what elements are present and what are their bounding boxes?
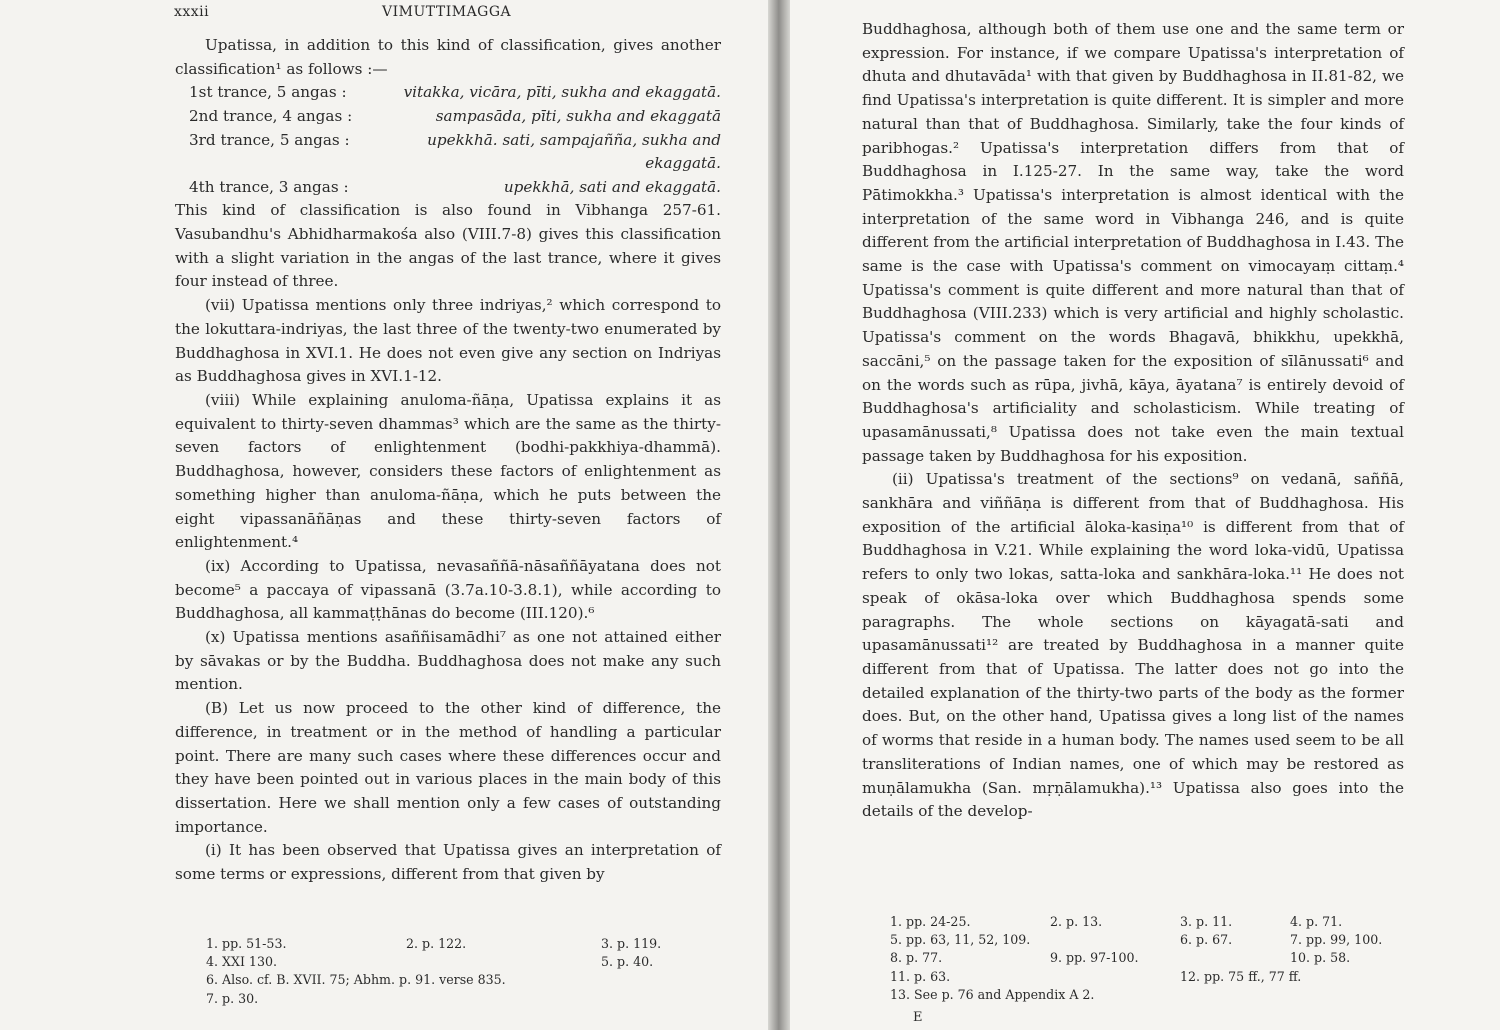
footnote: 9. pp. 97-100. [1050, 950, 1139, 966]
anga-row [189, 105, 721, 129]
page-number: xxxii [174, 4, 210, 20]
footnote: 8. p. 77. [890, 950, 943, 966]
anga-label: 1st trance, 5 angas : [189, 83, 347, 102]
left-column [175, 34, 721, 887]
footnote: 4. XXI 130. [206, 954, 277, 970]
body-paragraph: (ix) According to Upatissa, nevasaññā-nāsaññāyatana does not become⁵ a paccaya of vipassanā (3.7a.10-3.8.1), while according to Buddhaghosa, all kammaṭṭhānas do become (III.120).⁶ [175, 556, 721, 623]
footnote [1180, 949, 1290, 967]
running-title: VIMUTTIMAGGA [382, 4, 512, 20]
footnote: 2. p. 13. [1050, 914, 1103, 929]
footnote: 1. pp. 51-53. [206, 936, 287, 951]
body-paragraph: (vii) Upatissa mentions only three indriyas,² which correspond to the lokuttara-indriyas, the last three of the twenty-two enumerated by Buddhaghosa in XVI.1. He does not even give any section on Indriyas as Buddhaghosa gives in XVI.1-12. [175, 296, 721, 386]
intro-paragraph: Upatissa, in addition to this kind of classification, gives another classification¹ as follows :— [175, 36, 721, 78]
footnote: 12. pp. 75 ff., 77 ff. [1180, 968, 1302, 984]
body-paragraph: (ii) Upatissa's treatment of the sections⁹ on vedanā, saññā, sankhāra and viññāṇa is different from that of Buddhaghosa. His exposition of the artificial āloka-kasiṇa¹⁰ is different from that of Buddhaghosa in V.21. While explaining the word loka-vidū, Upatissa refers to only two lokas, satta-loka and sankhāra-loka.¹¹ He does not speak of okāsa-loka over which Buddhaghosa spends some paragraphs. The whole sections on kāyagatā-sati and upasamānussati¹² are treated by Buddhaghosa in a manner quite different from that of Upatissa. The latter does not go into the detailed explanation of the thirty-two parts of the body as the former does. But, on the other hand, Upatissa gives a long list of the names of worms that reside in a human body. The names used seem to be all transliterations of Indian names, one of which may be restored as muṇālamukha (San. mṛṇālamukha).¹³ Upatissa also goes into the details of the develop- [862, 470, 1404, 821]
footnote-row [890, 949, 1410, 967]
right-footnotes [890, 913, 1410, 1004]
right-column [862, 18, 1404, 824]
body-paragraph: Buddhaghosa, although both of them use one and the same term or expression. For instance, if we compare Upatissa's interpretation of dhuta and dhutavāda¹ with that given by Buddhaghosa in II.81-82, we find Upatissa's interpretation is quite different. It is simpler and more natural than that of Buddhaghosa. Similarly, take the four kinds of paribhogas.² Upatissa's interpretation differs from that of Buddhaghosa in I.125-27. In the same way, take the word Pātimokkha.³ Upatissa's interpretation is almost identical with the interpretation of the same word in Vibhanga 246, and is quite different from the artificial interpretation of Buddhaghosa in I.43. The same is the case with Upatissa's comment on vimocayaṃ cittaṃ.⁴ Upatissa's comment is quite different and more natural than that of Buddhaghosa (VIII.233) which is very artificial and highly scholastic. Upatissa's comment on the words Bhagavā, bhikkhu, upekkhā, saccāni,⁵ on the passage taken for the exposition of sīlānussati⁶ and on the words such as rūpa, jivhā, kāya, āyatana⁷ is entirely devoid of Buddhaghosa's artificiality and scholasticism. While treating of upasamānussati,⁸ Upatissa does not take even the main textual passage taken by Buddhaghosa for his exposition. [862, 20, 1404, 465]
footnote: 11. p. 63. [890, 968, 951, 984]
left-footnotes [206, 935, 726, 1008]
footnote: 3. p. 11. [1180, 914, 1233, 929]
body-paragraph: (B) Let us now proceed to the other kind of difference, the difference, in treatment or in the method of handling a particular point. There are many such cases where these differences occur and they have been pointed out in various places in the main body of this dissertation. Here we shall mention only a few cases of outstanding importance. [175, 699, 721, 836]
body-paragraph: This kind of classification is also found in Vibhanga 257-61. Vasubandhu's Abhidharmakośa also (VIII.7-8) gives this classification with a slight variation in the angas of the last trance, where it gives four instead of three. [175, 201, 721, 291]
anga-row [189, 129, 721, 176]
footnote-row [890, 968, 1410, 986]
footnote [1050, 968, 1180, 986]
signature-mark: E [913, 1010, 923, 1025]
book-gutter [768, 0, 792, 1030]
footnote-row [206, 953, 726, 971]
left-paragraphs [175, 199, 721, 886]
anga-label: 4th trance, 3 angas : [189, 177, 349, 196]
footnote: 10. p. 58. [1290, 950, 1351, 966]
footnote-row [890, 913, 1410, 931]
footnote [1050, 931, 1180, 949]
anga-value: vitakka, vicāra, pīti, sukha and ekaggatā. [403, 83, 721, 102]
anga-row [189, 176, 721, 200]
anga-row [189, 81, 721, 105]
footnote-row [890, 986, 1410, 1004]
footnote: 7. pp. 99, 100. [1290, 932, 1383, 948]
footnote: 5. p. 40. [601, 954, 654, 970]
footnote-row [206, 990, 726, 1008]
right-paragraphs [862, 18, 1404, 824]
footnote [406, 953, 601, 971]
body-paragraph: (x) Upatissa mentions asaññisamādhi⁷ as one not attained either by sāvakas or by the Buddha. Buddhaghosa does not make any such mention. [175, 628, 721, 694]
trance-angas-table [189, 81, 721, 199]
footnote-row [206, 935, 726, 953]
anga-label: 3rd trance, 5 angas : [189, 130, 350, 149]
body-paragraph: (i) It has been observed that Upatissa gives an interpretation of some terms or expressions, different from that given by [175, 841, 721, 884]
anga-label: 2nd trance, 4 angas : [189, 107, 353, 125]
body-paragraph: (viii) While explaining anuloma-ñāṇa, Upatissa explains it as equivalent to thirty-seven dhammas³ which are the same as the thirty-seven factors of enlightenment (bodhi-pakkhiya-dhammā). Buddhaghosa, however, considers these factors of enlightenment as something higher than anuloma-ñāṇa, which he puts between the eight vipassanāñāṇas and these thirty-seven factors of enlightenment.⁴ [175, 391, 721, 552]
footnote-row [890, 931, 1410, 949]
anga-value: sampasāda, pīti, sukha and ekaggatā [435, 107, 721, 125]
footnote: 6. p. 67. [1180, 932, 1233, 948]
anga-value: upekkhā, sati and ekaggatā. [503, 177, 721, 196]
footnote: 6. Also. cf. B. XVII. 75; Abhm. p. 91. verse 835. [206, 972, 506, 988]
footnote: 7. p. 30. [206, 990, 259, 1006]
footnote: 2. p. 122. [406, 936, 467, 951]
footnote: 4. p. 71. [1290, 914, 1343, 929]
footnote: 13. See p. 76 and Appendix A 2. [890, 986, 1095, 1002]
footnote: 5. pp. 63, 11, 52, 109. [890, 932, 1031, 948]
footnote-row [206, 971, 726, 989]
footnote: 3. p. 119. [601, 936, 662, 951]
anga-value: upekkhā. sati, sampajañña, sukha and ekaggatā. [427, 130, 721, 173]
footnote: 1. pp. 24-25. [890, 914, 971, 929]
